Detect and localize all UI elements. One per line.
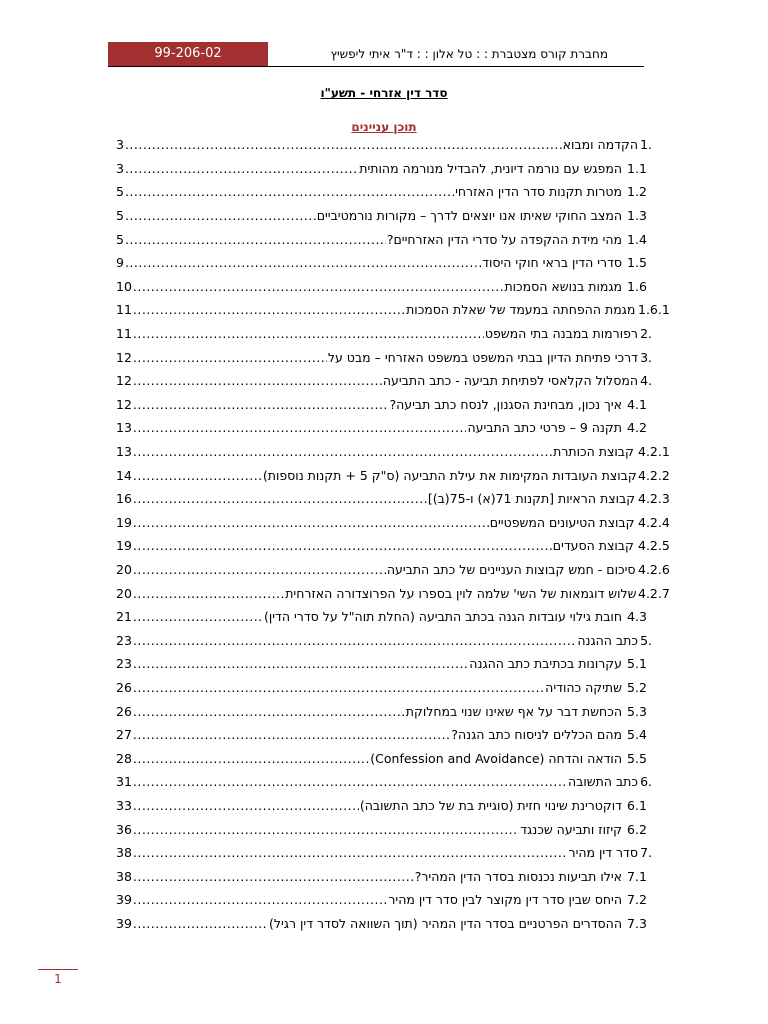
toc-entry[interactable] (116, 298, 670, 322)
toc-entry[interactable] (116, 652, 652, 676)
toc-page-number: 27 (116, 727, 132, 743)
toc-entry-number: 5.1 (627, 656, 647, 672)
toc-entry-title: כתב התשובה (567, 774, 638, 790)
toc-dot-leader (133, 845, 568, 860)
toc-page-number: 12 (116, 373, 132, 389)
toc-page-number: 39 (116, 915, 132, 931)
toc-entry[interactable] (116, 912, 652, 936)
toc-dot-leader (133, 916, 268, 931)
toc-page-number: 39 (116, 892, 132, 908)
course-code-badge: 99-206-02 (108, 42, 268, 66)
toc-page-number: 13 (116, 420, 132, 436)
toc-entry-title: קבוצת הכותרת (553, 444, 634, 460)
toc-entry-number: 4.2.6 (638, 561, 670, 577)
toc-entry[interactable] (116, 251, 652, 275)
toc-entry-number: 4.2 (627, 420, 647, 436)
toc-entry[interactable] (116, 770, 652, 794)
toc-page-number: 16 (116, 491, 132, 507)
page-number: 1 (54, 972, 62, 986)
toc-page-number: 33 (116, 797, 132, 813)
toc-dot-leader (133, 538, 552, 553)
toc-page-number: 12 (116, 349, 132, 365)
toc-dot-leader (133, 727, 450, 742)
toc-entry-number: 7. (640, 845, 652, 861)
toc-entry-number: 1.3 (627, 208, 647, 224)
toc-entry-title: מגמת ההפחתה במעמד של שאלת הסמכות (406, 302, 636, 318)
toc-entry-number: 7.1 (627, 868, 647, 884)
toc-entry-title: המפגש עם נורמה דיונית, להבדיל מנורמה מהותית (359, 160, 622, 176)
toc-page-number: 10 (116, 278, 132, 294)
toc-entry-title: הודאה והדחה (Confession and Avoidance) (370, 750, 622, 766)
toc-entry-title: קבוצת הסעדים (552, 538, 634, 554)
toc-page-number: 21 (116, 609, 132, 625)
toc-dot-leader (133, 704, 405, 719)
toc-dot-leader (133, 302, 405, 317)
toc-dot-leader (133, 373, 382, 388)
toc-entry-number: 4.2.3 (638, 491, 670, 507)
toc-entry-title: היחס שבין סדר דין מקוצר לבין סדר דין מהיר (388, 892, 622, 908)
toc-entry-title: כתב ההגנה (577, 632, 638, 648)
toc-page-number: 11 (116, 326, 132, 342)
toc-entry-title: מטרות תקנות סדר הדין האזרחי (455, 184, 622, 200)
toc-entry-number: 1.6.1 (638, 302, 670, 318)
toc-entry-title: קיזוז ותביעה שכנגד (520, 821, 622, 837)
toc-entry[interactable] (116, 841, 652, 865)
toc-entry[interactable] (116, 133, 652, 157)
toc-entry[interactable] (116, 558, 670, 582)
toc-entry[interactable] (116, 581, 670, 605)
toc-page-number: 3 (116, 160, 124, 176)
toc-page-number: 13 (116, 444, 132, 460)
toc-entry[interactable] (116, 275, 652, 299)
toc-dot-leader (133, 562, 386, 577)
toc-entry-title: תקנה 9 – פרטי כתב התביעה (467, 420, 622, 436)
toc-entry-number: 4.2.7 (638, 585, 670, 601)
toc-page-number: 38 (116, 868, 132, 884)
toc-page-number: 38 (116, 845, 132, 861)
toc-entry-title: הכחשת דבר על אף שאינו שנוי במחלוקת (405, 703, 622, 719)
table-of-contents (116, 133, 670, 935)
toc-page-number: 14 (116, 467, 132, 483)
toc-entry[interactable] (116, 487, 670, 511)
toc-entry-number: 5. (640, 632, 652, 648)
toc-page-number: 23 (116, 656, 132, 672)
toc-entry-title: עקרונות בכתיבת כתב ההגנה (469, 656, 622, 672)
toc-page-number: 9 (116, 255, 124, 271)
toc-entry-number: 6. (640, 774, 652, 790)
toc-entry[interactable] (116, 699, 652, 723)
toc-entry-title: הקדמה ומבוא (562, 137, 638, 153)
toc-entry-title: איך נכון, מבחינת הסגנון, לנסח כתב תביעה? (389, 396, 622, 412)
toc-page-number: 5 (116, 184, 124, 200)
toc-entry[interactable] (116, 628, 652, 652)
toc-page-number: 36 (116, 821, 132, 837)
toc-entry[interactable] (116, 794, 652, 818)
toc-entry-number: 6.1 (627, 797, 647, 813)
toc-dot-leader (133, 633, 576, 648)
toc-dot-leader (125, 137, 562, 152)
toc-entry-title: קבוצת הטיעונים המשפטיים (489, 514, 635, 530)
toc-dot-leader (133, 586, 284, 601)
toc-entry-number: 5.2 (627, 679, 647, 695)
toc-entry-number: 1. (640, 137, 652, 153)
toc-dot-leader (125, 255, 481, 270)
toc-entry-title: סדר דין מהיר (568, 845, 638, 861)
toc-entry[interactable] (116, 322, 652, 346)
toc-entry-title: חובת גילוי עובדות הגנה בכתב התביעה (החלת תוה"ל על סדרי הדין) (263, 609, 622, 625)
footer-divider (38, 969, 78, 970)
toc-entry[interactable] (116, 746, 652, 770)
course-notebook-label: מחברת קורס מצטברת : : טל אלון : : ד"ר איתי ליפשיץ (330, 47, 608, 61)
toc-page-number: 28 (116, 750, 132, 766)
toc-entry[interactable] (116, 369, 652, 393)
toc-dot-leader (125, 184, 454, 199)
toc-entry-number: 4. (640, 373, 652, 389)
toc-page-number: 31 (116, 774, 132, 790)
toc-entry-number: 4.2.2 (638, 467, 670, 483)
toc-entry[interactable] (116, 817, 652, 841)
toc-entry-number: 4.2.5 (638, 538, 670, 554)
toc-entry-number: 6.2 (627, 821, 647, 837)
toc-entry-title: מגמות בנושא הסמכות (504, 278, 622, 294)
toc-entry-number: 1.2 (627, 184, 647, 200)
toc-entry-number: 1.5 (627, 255, 647, 271)
toc-dot-leader (133, 822, 519, 837)
toc-entry-title: מהי מידת ההקפדה על סדרי הדין האזרחיים? (386, 231, 622, 247)
toc-page-number: 20 (116, 561, 132, 577)
toc-entry-title: רפורמות במבנה בתי המשפט (484, 326, 638, 342)
toc-dot-leader (133, 444, 552, 459)
toc-entry[interactable] (116, 227, 652, 251)
toc-entry[interactable] (116, 463, 670, 487)
toc-page-number: 12 (116, 396, 132, 412)
toc-entry-number: 1.4 (627, 231, 647, 247)
toc-page-number: 11 (116, 302, 132, 318)
document-title: סדר דין אזרחי - תשע"ו (320, 86, 448, 100)
toc-entry-title: המצב החוקי שאיתו אנו יוצאים לדרך – מקורות נורמטיביים (316, 208, 622, 224)
toc-page-number: 19 (116, 538, 132, 554)
toc-entry[interactable] (116, 157, 652, 181)
toc-entry[interactable] (116, 888, 652, 912)
toc-entry-title: אילו תביעות נכנסות בסדר הדין המהיר? (414, 868, 622, 884)
toc-entry[interactable] (116, 534, 670, 558)
toc-entry[interactable] (116, 864, 652, 888)
toc-dot-leader (133, 751, 369, 766)
toc-entry-title: סיכום - חמש קבוצות העניינים של כתב התביעה (386, 561, 636, 577)
toc-page-number: 23 (116, 632, 132, 648)
toc-entry-number: 5.3 (627, 703, 647, 719)
toc-entry[interactable] (116, 204, 652, 228)
toc-heading: תוכן עניינים (351, 120, 417, 134)
toc-entry-number: 1.6 (627, 278, 647, 294)
toc-entry-number: 4.3 (627, 609, 647, 625)
page-header (108, 42, 644, 67)
toc-page-number: 26 (116, 679, 132, 695)
toc-dot-leader (133, 326, 484, 341)
toc-entry[interactable] (116, 180, 652, 204)
toc-entry[interactable] (116, 511, 670, 535)
toc-entry[interactable] (116, 440, 670, 464)
toc-entry-number: 4.2.1 (638, 444, 670, 460)
toc-entry-title: דוקטרינת שינוי חזית (סוגיית בת של כתב התשובה) (359, 797, 622, 813)
toc-dot-leader (133, 656, 468, 671)
toc-dot-leader (125, 232, 386, 247)
toc-dot-leader (125, 161, 358, 176)
toc-dot-leader (133, 279, 504, 294)
toc-dot-leader (133, 397, 389, 412)
toc-entry[interactable] (116, 723, 652, 747)
toc-dot-leader (133, 609, 263, 624)
toc-dot-leader (133, 774, 567, 789)
toc-entry-number: 5.5 (627, 750, 647, 766)
toc-dot-leader (133, 420, 467, 435)
toc-entry-number: 5.4 (627, 727, 647, 743)
toc-entry-title: ההסדרים הפרטניים בסדר הדין המהיר (תוך השוואה לסדר דין רגיל) (269, 915, 622, 931)
toc-entry-title: דרכי פתיחת הדיון בבתי המשפט במשפט האזרחי – מבט על (327, 349, 638, 365)
toc-page-number: 20 (116, 585, 132, 601)
toc-entry-title: מהם הכללים לניסוח כתב הגנה? (451, 727, 622, 743)
toc-entry-title: שתיקה כהודיה (545, 679, 622, 695)
toc-page-number: 5 (116, 231, 124, 247)
toc-dot-leader (133, 350, 327, 365)
toc-entry-title: סדרי הדין בראי חוקי היסוד (482, 255, 622, 271)
toc-entry-number: 7.3 (627, 915, 647, 931)
toc-entry-number: 3. (640, 349, 652, 365)
toc-entry-number: 7.2 (627, 892, 647, 908)
toc-dot-leader (133, 892, 387, 907)
toc-entry-title: קבוצת הראיות [תקנות 71(א) ו-75(ב)] (427, 491, 636, 507)
toc-page-number: 5 (116, 208, 124, 224)
toc-entry[interactable] (116, 345, 652, 369)
toc-entry-number: 4.1 (627, 396, 647, 412)
toc-dot-leader (125, 208, 316, 223)
toc-dot-leader (133, 491, 427, 506)
toc-dot-leader (133, 515, 489, 530)
toc-entry-title: שלוש דוגמאות של השי' שלמה לוין בספרו על הפרוצדורה האזרחית (285, 585, 637, 601)
toc-entry[interactable] (116, 605, 652, 629)
toc-dot-leader (133, 468, 262, 483)
toc-entry[interactable] (116, 393, 652, 417)
toc-entry-title: המסלול הקלאסי לפתיחת תביעה - כתב התביעה (382, 373, 638, 389)
toc-dot-leader (133, 869, 414, 884)
toc-entry-number: 2. (640, 326, 652, 342)
toc-entry[interactable] (116, 676, 652, 700)
toc-entry[interactable] (116, 416, 652, 440)
toc-entry-number: 1.1 (627, 160, 647, 176)
toc-entry-title: קבוצת העובדות המקימות את עילת התביעה (ס"ק 5 + תקנות נוספות) (262, 467, 637, 483)
toc-page-number: 26 (116, 703, 132, 719)
toc-page-number: 19 (116, 514, 132, 530)
toc-dot-leader (133, 680, 544, 695)
toc-dot-leader (133, 798, 359, 813)
toc-page-number: 3 (116, 137, 124, 153)
toc-entry-number: 4.2.4 (638, 514, 670, 530)
